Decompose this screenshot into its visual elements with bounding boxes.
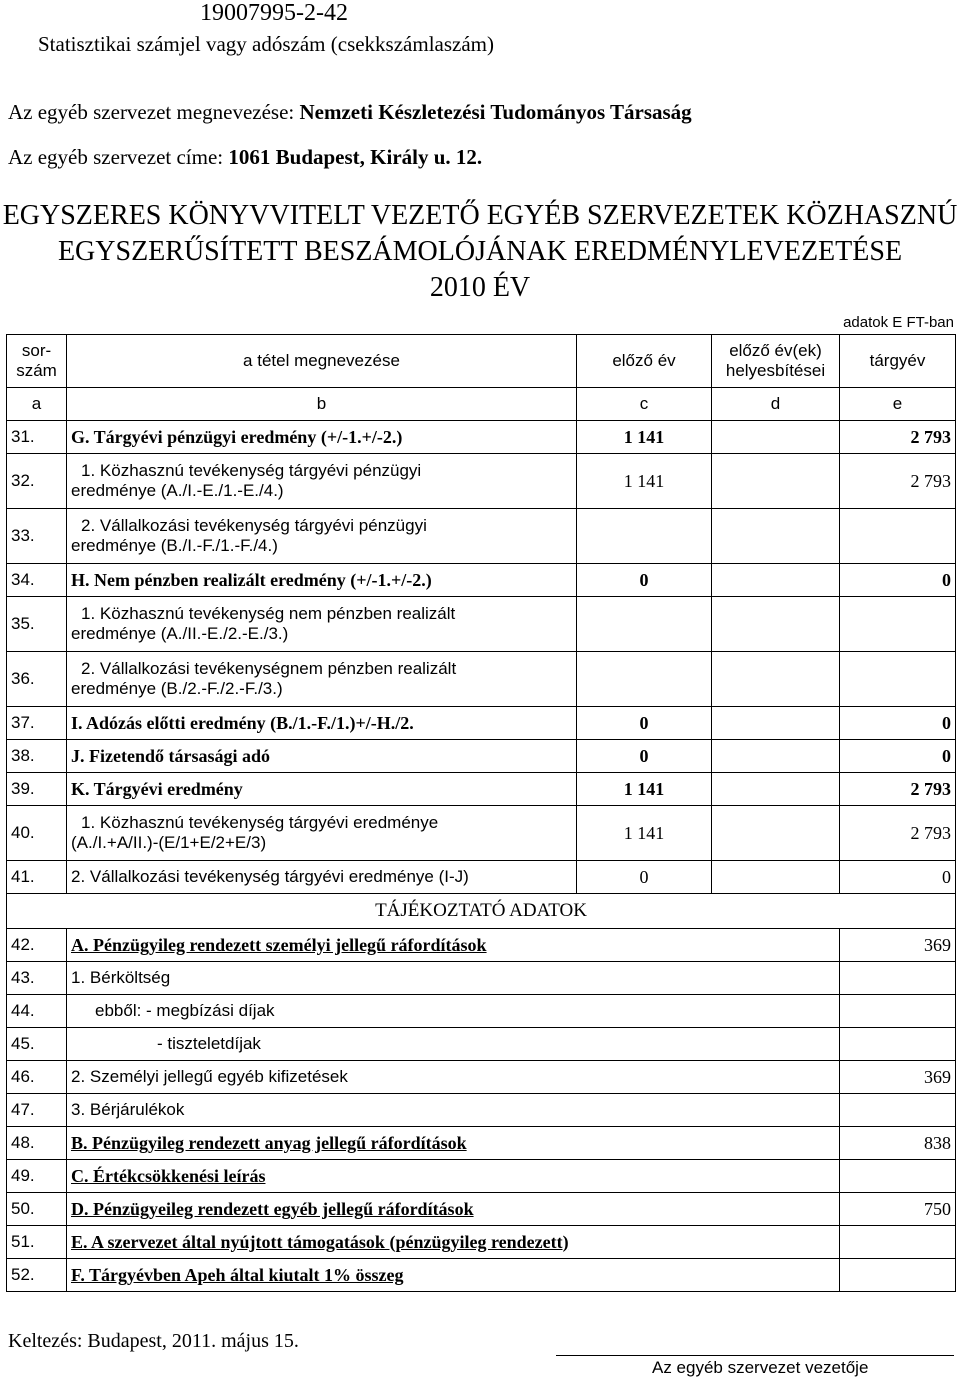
adjustment-value <box>712 773 840 806</box>
info-value: 838 <box>840 1127 956 1160</box>
prev-year-value: 1 141 <box>577 421 712 454</box>
row-description: G. Tárgyévi pénzügyi eredmény (+/-1.+/-2.) <box>67 421 577 454</box>
col-header-current: tárgyév <box>840 335 956 388</box>
org-name: Nemzeti Készletezési Tudományos Társaság <box>299 100 692 124</box>
table-row <box>7 597 956 652</box>
current-year-value: 0 <box>840 564 956 597</box>
row-description-line-2: eredménye (A./I.-E./1.-E./4.) <box>71 481 284 500</box>
row-description <box>67 1259 840 1292</box>
table-row <box>7 564 956 597</box>
col-letter-e: e <box>840 388 956 421</box>
info-value <box>840 1094 956 1127</box>
adjustment-value <box>712 707 840 740</box>
info-row <box>7 929 956 962</box>
table-header-row <box>7 335 956 388</box>
row-number: 49. <box>7 1160 67 1193</box>
info-row <box>7 1259 956 1292</box>
row-description-text: ebből: - megbízási díjak <box>95 1001 275 1020</box>
row-number: 52. <box>7 1259 67 1292</box>
row-description-text: A. Pénzügyileg rendezett személyi jellegű ráfordítások <box>71 934 487 955</box>
col-header-adj: előző év(ek) helyesbítései <box>712 335 840 388</box>
table-row <box>7 421 956 454</box>
info-row <box>7 1193 956 1226</box>
table-row <box>7 509 956 564</box>
prev-year-value: 1 141 <box>577 773 712 806</box>
row-description-line-1: 1. Közhasznú tevékenység tárgyévi pénzügyi <box>81 461 422 480</box>
prev-year-value: 0 <box>577 740 712 773</box>
org-address-label: Az egyéb szervezet címe: <box>8 145 224 169</box>
current-year-value <box>840 652 956 707</box>
row-description <box>67 1193 840 1226</box>
col-letter-d: d <box>712 388 840 421</box>
row-description: I. Adózás előtti eredmény (B./1.-F./1.)+/-H./2. <box>67 707 577 740</box>
adjustment-value <box>712 421 840 454</box>
org-name-line <box>8 100 692 125</box>
row-description-line-1: 1. Közhasznú tevékenység nem pénzben realizált <box>81 604 456 623</box>
prev-year-value: 0 <box>577 707 712 740</box>
table-row <box>7 454 956 509</box>
adjustment-value <box>712 509 840 564</box>
prev-year-value: 0 <box>577 564 712 597</box>
row-number: 50. <box>7 1193 67 1226</box>
col-letter-b: b <box>67 388 577 421</box>
info-row <box>7 995 956 1028</box>
info-value: 750 <box>840 1193 956 1226</box>
current-year-value: 2 793 <box>840 454 956 509</box>
row-number: 37. <box>7 707 67 740</box>
signature-label: Az egyéb szervezet vezetője <box>652 1358 869 1377</box>
row-description <box>67 806 577 861</box>
row-number: 42. <box>7 929 67 962</box>
row-number: 47. <box>7 1094 67 1127</box>
row-description-text: F. Tárgyévben Apeh által kiutalt 1% összeg <box>71 1264 404 1285</box>
row-description <box>67 1028 840 1061</box>
info-value <box>840 1028 956 1061</box>
row-description <box>67 597 577 652</box>
current-year-value: 2 793 <box>840 421 956 454</box>
adjustment-value <box>712 861 840 894</box>
current-year-value: 0 <box>840 861 956 894</box>
row-number: 51. <box>7 1226 67 1259</box>
row-number: 31. <box>7 421 67 454</box>
row-description-line-1: 1. Közhasznú tevékenység tárgyévi eredménye <box>81 813 439 832</box>
row-description-line-1: 2. Vállalkozási tevékenységnem pénzben realizált <box>81 659 457 678</box>
info-row <box>7 1028 956 1061</box>
row-number: 48. <box>7 1127 67 1160</box>
current-year-value: 0 <box>840 740 956 773</box>
title-line-1: EGYSZERES KÖNYVVITELT VEZETŐ EGYÉB SZERVEZETEK KÖZHASZNÚ <box>2 200 958 231</box>
table-row <box>7 707 956 740</box>
signature-line <box>556 1355 954 1356</box>
info-row <box>7 1061 956 1094</box>
current-year-value <box>840 597 956 652</box>
tax-id-label: Statisztikai számjel vagy adószám (csekkszámlaszám) <box>38 32 495 56</box>
col-letter-a: a <box>7 388 67 421</box>
info-value: 369 <box>840 929 956 962</box>
row-description-text: 2. Személyi jellegű egyéb kifizetések <box>71 1067 348 1086</box>
prev-year-value <box>577 597 712 652</box>
row-description-line-2: eredménye (B./I.-F./1.-F./4.) <box>71 536 278 555</box>
row-description: J. Fizetendő társasági adó <box>67 740 577 773</box>
table-row <box>7 861 956 894</box>
row-description <box>67 995 840 1028</box>
current-year-value: 0 <box>840 707 956 740</box>
tax-id: 19007995-2-42 <box>200 0 348 26</box>
row-description-text: C. Értékcsökkenési leírás <box>71 1165 266 1186</box>
adjustment-value <box>712 652 840 707</box>
prev-year-value: 1 141 <box>577 454 712 509</box>
info-value <box>840 1259 956 1292</box>
org-address-line <box>8 145 482 170</box>
table-row <box>7 652 956 707</box>
col-header-name: a tétel megnevezése <box>67 335 577 388</box>
row-description-line-1: 2. Vállalkozási tevékenység tárgyévi pénzügyi <box>81 516 427 535</box>
row-description-text: D. Pénzügyeileg rendezett egyéb jellegű ráfordítások <box>71 1198 474 1219</box>
footer-date: Keltezés: Budapest, 2011. május 15. <box>8 1330 299 1352</box>
row-description <box>67 1127 840 1160</box>
info-row <box>7 962 956 995</box>
info-row <box>7 1094 956 1127</box>
table-row <box>7 806 956 861</box>
row-number: 35. <box>7 597 67 652</box>
row-description: H. Nem pénzben realizált eredmény (+/-1.+/-2.) <box>67 564 577 597</box>
row-number: 39. <box>7 773 67 806</box>
adjustment-value <box>712 564 840 597</box>
table-row <box>7 740 956 773</box>
adjustment-value <box>712 597 840 652</box>
row-description-text: 3. Bérjárulékok <box>71 1100 185 1119</box>
info-value: 369 <box>840 1061 956 1094</box>
row-description: K. Tárgyévi eredmény <box>67 773 577 806</box>
info-title: TÁJÉKOZTATÓ ADATOK <box>7 894 956 929</box>
info-value <box>840 995 956 1028</box>
result-table <box>6 334 956 1292</box>
column-letters-row <box>7 388 956 421</box>
col-header-prev: előző év <box>577 335 712 388</box>
info-value <box>840 1160 956 1193</box>
row-description <box>67 1226 840 1259</box>
current-year-value <box>840 509 956 564</box>
row-number: 33. <box>7 509 67 564</box>
prev-year-value <box>577 509 712 564</box>
adjustment-value <box>712 806 840 861</box>
row-description <box>67 1061 840 1094</box>
prev-year-value <box>577 652 712 707</box>
row-number: 32. <box>7 454 67 509</box>
row-description-text: B. Pénzügyileg rendezett anyag jellegű ráfordítások <box>71 1132 467 1153</box>
row-number: 38. <box>7 740 67 773</box>
info-title-row <box>7 894 956 929</box>
row-description-line-2: eredménye (A./II.-E./2.-E./3.) <box>71 624 289 643</box>
row-description-text: - tiszteletdíjak <box>157 1034 261 1053</box>
row-number: 40. <box>7 806 67 861</box>
row-description <box>67 509 577 564</box>
row-number: 43. <box>7 962 67 995</box>
col-letter-c: c <box>577 388 712 421</box>
info-row <box>7 1226 956 1259</box>
row-description <box>67 962 840 995</box>
info-row <box>7 1160 956 1193</box>
current-year-value: 2 793 <box>840 806 956 861</box>
row-number: 45. <box>7 1028 67 1061</box>
row-description: 2. Vállalkozási tevékenység tárgyévi eredménye (I-J) <box>67 861 577 894</box>
adjustment-value <box>712 740 840 773</box>
adjustment-value <box>712 454 840 509</box>
row-number: 46. <box>7 1061 67 1094</box>
table-row <box>7 773 956 806</box>
row-description-line-2: eredménye (B./2.-F./2.-F./3.) <box>71 679 283 698</box>
row-number: 44. <box>7 995 67 1028</box>
row-description-line-2: (A./I.+A/II.)-(E/1+E/2+E/3) <box>71 833 267 852</box>
row-description-text: E. A szervezet által nyújtott támogatások (pénzügyileg rendezett) <box>71 1231 569 1252</box>
prev-year-value: 1 141 <box>577 806 712 861</box>
row-number: 36. <box>7 652 67 707</box>
col-header-sorszam: sor- szám <box>7 335 67 388</box>
org-address: 1061 Budapest, Király u. 12. <box>228 145 483 169</box>
row-description <box>67 454 577 509</box>
row-description-text: 1. Bérköltség <box>71 968 171 987</box>
row-description <box>67 1094 840 1127</box>
prev-year-value: 0 <box>577 861 712 894</box>
info-value <box>840 962 956 995</box>
title-line-2: EGYSZERŰSÍTETT BESZÁMOLÓJÁNAK EREDMÉNYLEVEZETÉSE <box>57 236 903 267</box>
info-value <box>840 1226 956 1259</box>
row-description <box>67 652 577 707</box>
current-year-value: 2 793 <box>840 773 956 806</box>
row-number: 41. <box>7 861 67 894</box>
row-description <box>67 929 840 962</box>
title-year: 2010 ÉV <box>429 272 531 303</box>
row-number: 34. <box>7 564 67 597</box>
org-name-label: Az egyéb szervezet megnevezése: <box>8 100 295 124</box>
info-row <box>7 1127 956 1160</box>
unit-note: adatok E FT-ban <box>843 314 954 331</box>
row-description <box>67 1160 840 1193</box>
